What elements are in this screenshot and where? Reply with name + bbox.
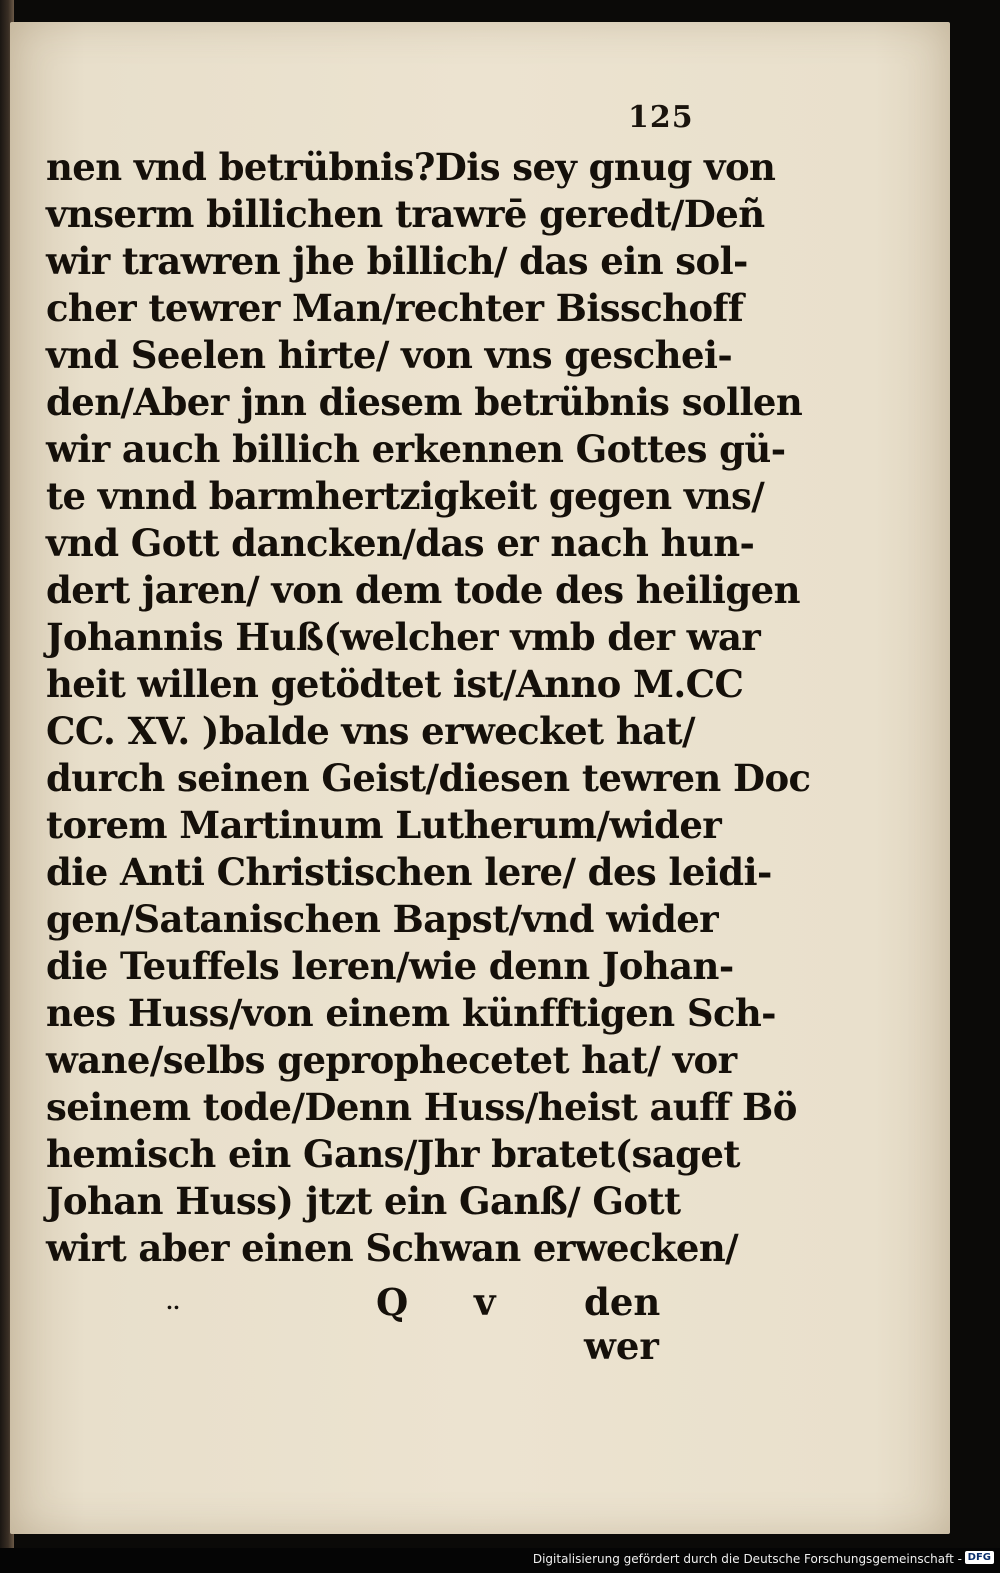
book-page xyxy=(10,22,950,1534)
text-line: heit willen getödtet ist/Anno M.CC xyxy=(46,662,744,706)
text-line: wirt aber einen Schwan erwecken/ xyxy=(46,1226,739,1270)
text-line: dert jaren/ von dem tode des heiligen xyxy=(46,568,800,612)
catchword: den wer xyxy=(584,1280,661,1368)
text-line: hemisch ein Gans/Jhr bratet(saget xyxy=(46,1132,740,1176)
text-line: torem Martinum Lutherum/wider xyxy=(46,803,722,847)
text-line: vnd Seelen hirte/ von vns geschei- xyxy=(46,333,733,377)
signature: Q xyxy=(376,1280,409,1324)
text-line: Johan Huss) jtzt ein Ganß/ Gott xyxy=(46,1179,681,1223)
text-line: te vnnd barmhertzigkeit gegen vns/ xyxy=(46,474,765,518)
text-line: vnd Gott dancken/das er nach hun- xyxy=(46,521,755,565)
text-line: wane/selbs geprophecetet hat/ vor xyxy=(46,1038,737,1082)
text-line: die Anti Christischen lere/ des leidi- xyxy=(46,850,772,894)
dfg-logo: DFG xyxy=(965,1551,994,1564)
text-line: seinem tode/Denn Huss/heist auff Bö xyxy=(46,1085,797,1129)
signature-line xyxy=(46,1280,736,1368)
text-line: durch seinen Geist/diesen tewren Doc xyxy=(46,756,811,800)
text-line: cher tewrer Man/rechter Bisschoff xyxy=(46,286,744,330)
signature-number: v xyxy=(474,1280,496,1324)
signature-mark: .. xyxy=(166,1290,180,1314)
footer-credit: Digitalisierung gefördert durch die Deutsche Forschungsgemeinschaft - xyxy=(532,1552,962,1566)
text-line: nes Huss/von einem künfftigen Sch- xyxy=(46,991,776,1035)
text-line: gen/Satanischen Bapst/vnd wider xyxy=(46,897,719,941)
text-line: Johannis Huß(welcher vmb der war xyxy=(46,615,761,659)
text-line: wir auch billich erkennen Gottes gü- xyxy=(46,427,786,471)
text-block xyxy=(46,144,811,1272)
text-line: die Teuffels leren/wie denn Johan- xyxy=(46,944,734,988)
text-line: wir trawren jhe billich/ das ein sol- xyxy=(46,239,748,283)
text-line: CC. XV. )balde vns erwecket hat/ xyxy=(46,709,695,753)
text-line: den/Aber jnn diesem betrübnis sollen xyxy=(46,380,803,424)
text-line: nen vnd betrübnis?Dis sey gnug von xyxy=(46,145,776,189)
page-number: 125 xyxy=(628,100,694,135)
text-line: vnserm billichen trawrē geredt/Deñ xyxy=(46,192,765,236)
